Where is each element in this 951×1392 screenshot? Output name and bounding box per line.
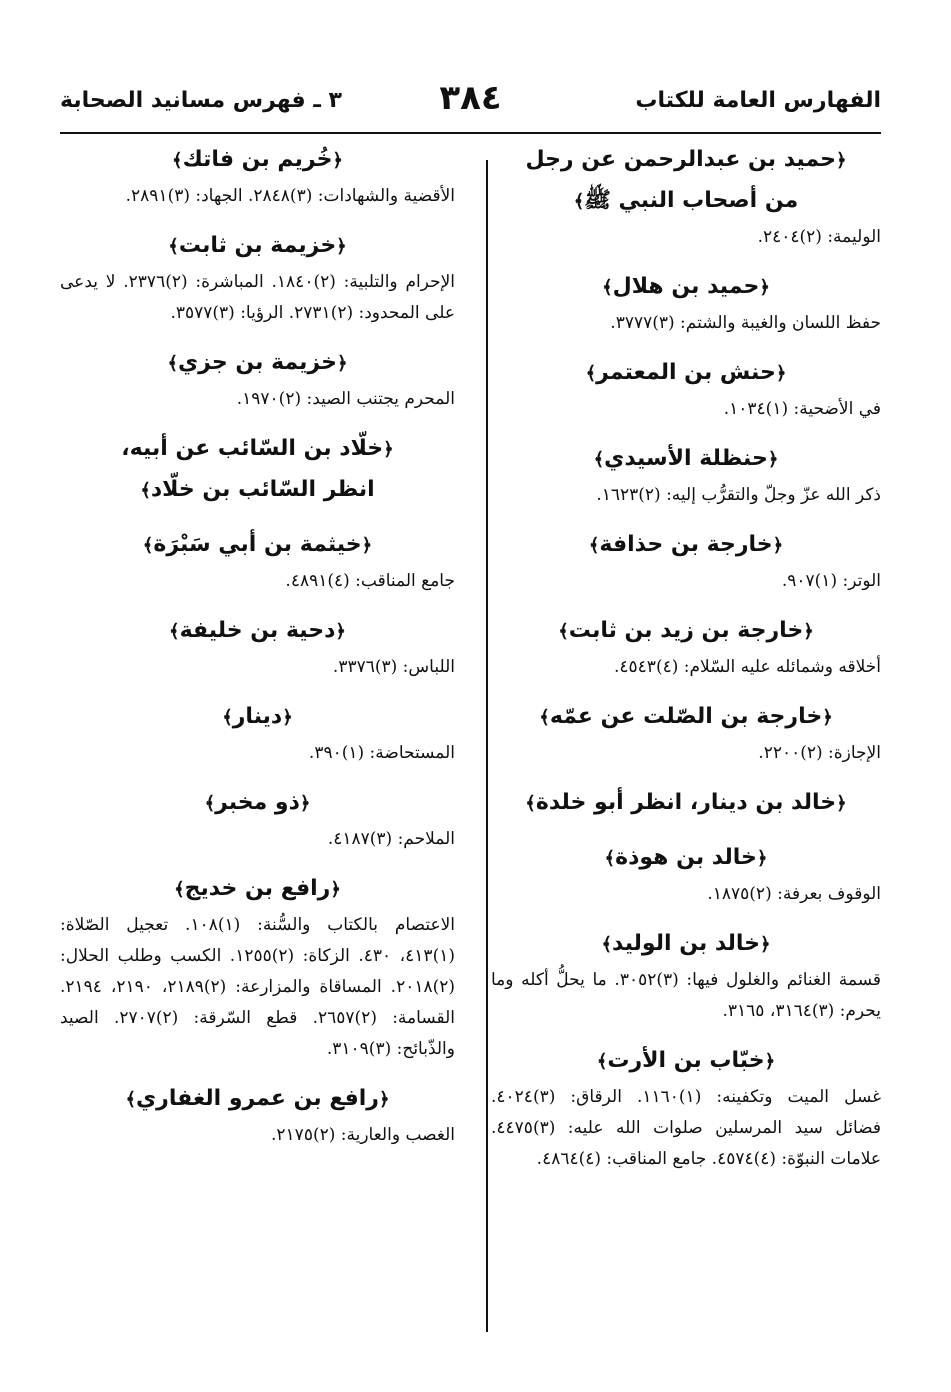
- open-bracket: ﴿: [332, 150, 343, 171]
- entry-name: [491, 181, 881, 222]
- entry-name-text: خالد بن هوذة: [615, 845, 757, 870]
- entry-references: الوتر: (١)٩٠٧.: [781, 571, 881, 591]
- page-number: ٣٨٤: [439, 78, 502, 118]
- index-entry: [60, 226, 455, 329]
- close-bracket: ﴾: [525, 793, 536, 814]
- open-bracket: ﴿: [336, 353, 348, 374]
- entry-name-text: انظر السّائب بن خلّاد: [150, 477, 375, 502]
- entry-name: [491, 1041, 881, 1082]
- close-bracket: ﴾: [539, 707, 550, 728]
- entry-name: [60, 140, 455, 181]
- entry-name: [491, 838, 881, 879]
- entry-references: في الأضحية: (١)١٠٣٤.: [723, 399, 881, 419]
- index-entry: [491, 611, 881, 683]
- close-bracket: ﴾: [167, 353, 178, 374]
- entry-references: الإحرام والتلبية: (٢)١٨٤٠. المباشرة: (٢)٢٣٧٦. لا يدعى على المحدود: (٢)٢٧٣١. الرؤيا: (٣)٣٥٧٧.: [60, 272, 455, 323]
- close-bracket: ﴾: [585, 363, 597, 384]
- close-bracket: ﴾: [573, 191, 585, 212]
- entry-name: [491, 783, 881, 824]
- running-title-left: ٣ ـ فهرس مسانيد الصحابة: [60, 88, 342, 113]
- open-bracket: ﴿: [772, 535, 784, 556]
- entry-name-text: خزيمة بن ثابت: [178, 233, 337, 258]
- close-bracket: ﴾: [588, 535, 600, 556]
- index-entry: [60, 429, 455, 511]
- entry-name-text: حنش بن المعتمر: [596, 360, 776, 385]
- index-entry: [491, 783, 881, 824]
- index-entry: [60, 140, 455, 212]
- index-entry: [60, 1079, 455, 1151]
- column-divider: [486, 160, 488, 1332]
- entry-name: [491, 439, 881, 480]
- entry-name-text: حميد بن عبدالرحمن عن رجل: [525, 147, 837, 172]
- index-entry: [491, 140, 881, 253]
- open-bracket: ﴿: [282, 707, 293, 728]
- close-bracket: ﴾: [604, 848, 616, 869]
- close-bracket: ﴾: [142, 535, 154, 556]
- index-entry: [60, 343, 455, 415]
- running-title-right: الفهارس العامة للكتاب: [635, 88, 881, 113]
- open-bracket: ﴿: [822, 707, 833, 728]
- entry-name: [60, 343, 455, 384]
- open-bracket: ﴿: [767, 449, 779, 470]
- entry-name: [491, 267, 881, 308]
- entry-name-text: حنظلة الأسيدي: [604, 446, 768, 471]
- entry-name: [491, 140, 881, 181]
- index-entry: [60, 525, 455, 597]
- entry-name-text: دحية بن خليفة: [179, 618, 336, 643]
- entry-name: [491, 611, 881, 652]
- entry-name-text: خيثمة بن أبي سَبْرَة: [153, 532, 362, 557]
- entry-name-text: خارجة بن حذافة: [599, 532, 773, 557]
- open-bracket: ﴿: [299, 793, 311, 814]
- index-entry: [60, 697, 455, 769]
- header-rule: [60, 132, 881, 134]
- entry-references: حفظ اللسان والغيبة والشتم: (٣)٣٧٧٧.: [610, 313, 881, 333]
- entry-name-text: خارجة بن زيد بن ثابت: [568, 618, 804, 643]
- entry-name-text: ذو مخبر: [215, 790, 300, 815]
- entry-references: جامع المناقب: (٤)٤٨٩١.: [285, 571, 455, 591]
- open-bracket: ﴿: [759, 277, 770, 298]
- entry-name: [491, 924, 881, 965]
- close-bracket: ﴾: [596, 1051, 608, 1072]
- index-entry: [60, 611, 455, 683]
- open-bracket: ﴿: [361, 535, 373, 556]
- page-header: [60, 78, 881, 128]
- entry-name: [491, 525, 881, 566]
- entry-name: [60, 226, 455, 267]
- open-bracket: ﴿: [803, 621, 814, 642]
- index-entry: [60, 783, 455, 855]
- entry-name-text: دينار: [232, 704, 283, 729]
- close-bracket: ﴾: [204, 793, 216, 814]
- entry-references: الأقضية والشهادات: (٣)٢٨٤٨. الجهاد: (٣)٢٨٩١.: [125, 186, 455, 206]
- close-bracket: ﴾: [602, 277, 613, 298]
- entry-name-text: خزيمة بن جزي: [178, 350, 337, 375]
- entry-name: [60, 1079, 455, 1120]
- index-entry: [491, 439, 881, 511]
- open-bracket: ﴿: [756, 848, 768, 869]
- index-column-right: [491, 140, 881, 1335]
- entry-references: الوقوف بعرفة: (٢)١٨٧٥.: [707, 884, 881, 904]
- entry-name: [60, 429, 455, 470]
- entry-name: [60, 697, 455, 738]
- entry-name: [60, 783, 455, 824]
- open-bracket: ﴿: [336, 236, 347, 257]
- entry-name-text: حميد بن هلال: [612, 274, 760, 299]
- close-bracket: ﴾: [222, 707, 233, 728]
- open-bracket: ﴿: [836, 793, 847, 814]
- open-bracket: ﴿: [378, 1089, 390, 1110]
- index-entry: [491, 353, 881, 425]
- index-entry: [491, 1041, 881, 1175]
- entry-references: اللباس: (٣)٣٣٧٦.: [332, 657, 455, 677]
- entry-references: الاعتصام بالكتاب والسُّنة: (١)١٠٨. تعجيل الصّلاة: (١)٤١٣، ٤٣٠. الزكاة: (٢)١٢٥٥. الكسب وطلب الحلال: (٢)٢٠١٨. المساقاة والمزارعة: (٢)٢١٨٩، ٢١٩٠، ٢١٩٤. القسامة: (٢)٢٦٥٧. قطع السّرقة: (٢)٢٧٠٧. الصيد والذّبائح: (٣)٣١٠٩.: [60, 915, 455, 1059]
- close-bracket: ﴾: [140, 480, 151, 501]
- open-bracket: ﴿: [383, 439, 394, 460]
- close-bracket: ﴾: [593, 449, 605, 470]
- entry-references: الوليمة: (٢)٢٤٠٤.: [757, 227, 881, 247]
- open-bracket: ﴿: [330, 879, 341, 900]
- entry-references: الملاحم: (٣)٤١٨٧.: [327, 829, 455, 849]
- close-bracket: ﴾: [558, 621, 569, 642]
- entry-name: [60, 470, 455, 511]
- index-entry: [491, 697, 881, 769]
- entry-name: [491, 353, 881, 394]
- index-entry: [491, 525, 881, 597]
- entry-references: المستحاضة: (١)٣٩٠.: [308, 743, 455, 763]
- entry-name-text: خلّاد بن السّائب عن أبيه،: [121, 436, 384, 461]
- open-bracket: ﴿: [760, 934, 771, 955]
- entry-references: المحرم يجتنب الصيد: (٢)١٩٧٠.: [236, 389, 455, 409]
- entry-name-text: خُريم بن فاتك: [182, 147, 333, 172]
- open-bracket: ﴿: [775, 363, 787, 384]
- close-bracket: ﴾: [172, 150, 183, 171]
- open-bracket: ﴿: [764, 1051, 776, 1072]
- entry-name: [60, 611, 455, 652]
- entry-references: قسمة الغنائم والغلول فيها: (٣)٣٠٥٢. ما يحلُّ أكله وما يحرم: (٣)٣١٦٤، ٣١٦٥.: [491, 970, 881, 1021]
- close-bracket: ﴾: [125, 1089, 137, 1110]
- entry-references: ذكر الله عزّ وجلّ والتقرُّب إليه: (٢)١٦٢٣.: [596, 485, 881, 505]
- index-entry: [491, 267, 881, 339]
- close-bracket: ﴾: [601, 934, 612, 955]
- entry-references: أخلاقه وشمائله عليه السّلام: (٤)٤٥٤٣.: [614, 657, 881, 677]
- open-bracket: ﴿: [335, 621, 346, 642]
- index-entry: [491, 924, 881, 1027]
- entry-references: الغصب والعارية: (٢)٢١٧٥.: [271, 1125, 455, 1145]
- entry-references: الإجازة: (٢)٢٢٠٠.: [758, 743, 881, 763]
- entry-name: [491, 697, 881, 738]
- entry-references: غسل الميت وتكفينه: (١)١١٦٠. الرقاق: (٣)٤٠٢٤. فضائل سيد المرسلين صلوات الله عليه: (٣)٤٤٧٥. علامات النبوّة: (٤)٤٥٧٤. جامع المناقب: (٤)٤٨٦٤.: [491, 1087, 881, 1169]
- entry-name: [60, 869, 455, 910]
- index-entry: [60, 869, 455, 1065]
- entry-name-text: خارجة بن الصّلت عن عمّه: [549, 704, 823, 729]
- entry-name-text: خبّاب بن الأرت: [607, 1048, 765, 1073]
- index-entry: [491, 838, 881, 910]
- open-bracket: ﴿: [836, 150, 847, 171]
- entry-name-text: خالد بن دينار، انظر أبو خلدة: [535, 790, 837, 815]
- close-bracket: ﴾: [174, 879, 185, 900]
- close-bracket: ﴾: [169, 621, 180, 642]
- close-bracket: ﴾: [168, 236, 179, 257]
- index-column-left: [60, 140, 455, 1335]
- entry-name-text: رافع بن عمرو الغفاري: [136, 1086, 379, 1111]
- entry-name: [60, 525, 455, 566]
- entry-name-text: خالد بن الوليد: [611, 931, 760, 956]
- entry-name-text: من أصحاب النبي ﷺ: [584, 188, 799, 213]
- entry-name-text: رافع بن خديج: [184, 876, 331, 901]
